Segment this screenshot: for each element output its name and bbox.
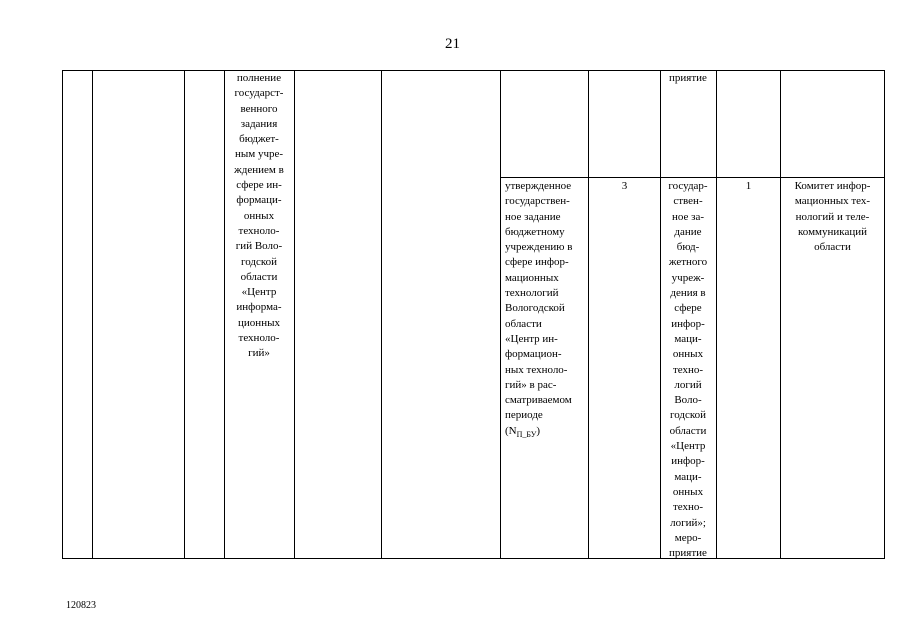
table-border-top [62, 70, 885, 71]
column-divider [884, 70, 885, 559]
target-value-cell: 3 [621, 180, 628, 192]
data-source-cell: государ- ствен- ное за- дание бюд- жетного учреж- дения в сфере инфор- маци- онных техно- логий Воло- годской области «Центр инфор- маци- онных техно- логий»; меро- приятие [668, 180, 708, 560]
indicator-text: утвержденное государствен- ное задание бюджетному учреждению в сфере инфор- мационных технологий Вологодской области «Центр ин- формацион- ных техноло- гий» в рас- сматриваемом периоде (N [505, 180, 573, 437]
column-divider [224, 70, 225, 559]
indicator-close: ) [536, 424, 541, 437]
indicator-name-cell [505, 179, 585, 442]
column-divider [588, 70, 589, 559]
column-divider [780, 70, 781, 559]
periodicity-cell: 1 [745, 180, 752, 192]
event-name-cell: полнение государст- венного задания бюджет- ным учре- ждением в сфере ин- формаци- онных техноло- гий Воло- годской области «Центр информа- ционных техноло- гий» [234, 72, 284, 360]
indicator-subscript: П_БУ [516, 429, 537, 439]
column-divider [660, 70, 661, 559]
column-divider [92, 70, 93, 559]
column-divider [381, 70, 382, 559]
measure-continuation-cell: приятие [669, 72, 707, 84]
document-code: 120823 [66, 600, 96, 611]
column-divider [184, 70, 185, 559]
row-divider [500, 177, 885, 178]
column-divider [294, 70, 295, 559]
column-divider [716, 70, 717, 559]
table-border-bottom [62, 558, 885, 559]
page-number: 21 [445, 36, 460, 52]
responsible-cell: Комитет инфор- мационных тех- нологий и теле- коммуникаций области [794, 180, 871, 254]
column-divider [62, 70, 63, 559]
column-divider [500, 70, 501, 559]
